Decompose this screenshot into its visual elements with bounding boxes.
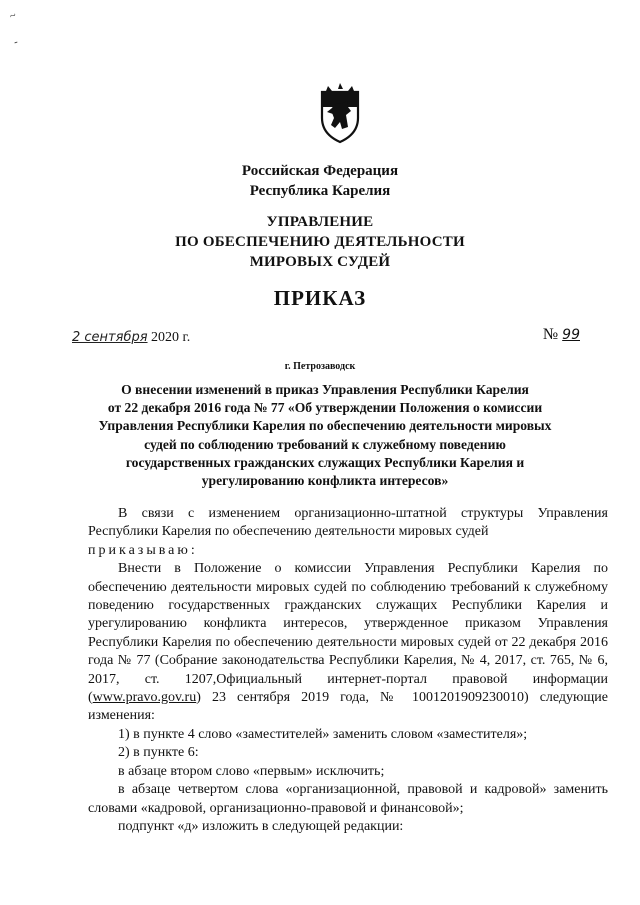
change-item-1: 1) в пункте 4 слово «заместителей» заменить словом «заместителя»; <box>118 726 528 742</box>
date-year: 2020 г. <box>151 330 191 345</box>
order-word: приказываю: <box>88 542 198 558</box>
title-line: О внесении изменений в приказ Управления Республики Карелия <box>121 382 529 397</box>
preamble-paragraph: В связи с изменением организационно-штатной структуры Управления Республики Карелия по обеспечению деятельности мировых судей <box>88 506 608 540</box>
republic-name: Республика Карелия <box>249 183 391 199</box>
karelia-coat-of-arms-icon <box>317 82 363 144</box>
handwritten-number: 99 <box>562 327 580 343</box>
title-line: урегулированию конфликта интересов» <box>201 473 449 489</box>
title-line: Управления Республики Карелия по обеспечению деятельности мировых <box>98 418 552 434</box>
change-item-2c: подпункт «д» изложить в следующей редакции: <box>118 818 404 834</box>
change-item-2a: в абзаце втором слово «первым» исключить; <box>118 763 385 779</box>
agency-line-2: ПО ОБЕСПЕЧЕНИЮ ДЕЯТЕЛЬНОСТИ <box>175 234 465 250</box>
change-item-2b: в абзаце четвертом слова «организационной, правовой и кадровой» заменить словами «кадровой, организационно-правовой и финансовой»; <box>88 782 608 816</box>
amendment-text-end: ) 23 сентября 2019 года, № 1001201909230010) следующие изменения: <box>88 690 608 724</box>
header-country-block <box>0 161 640 201</box>
order-title <box>80 381 570 490</box>
city-name: г. Петрозаводск <box>284 361 356 372</box>
scan-artifact: ~ <box>8 9 18 23</box>
scan-artifact: - <box>12 35 20 49</box>
order-body <box>88 505 608 836</box>
amendment-text: Внести в Положение о комиссии Управления Республики Карелия по обеспечению деятельности мировых судей по соблюдению требований к служебному поведению государственных гражданских служащих Республики Карелия и урегулированию конфликта интересов, утвержденное приказом Управления Республики Карелия по обеспечению деятельности мировых судей от 22 декабря 2016 года № 77 (Собрание законодательства Республики Карелия, № 4, 2017, ст. 765, № 6, 2017, ст. 1207,Официальный интернет-портал правовой информации ( <box>88 561 608 706</box>
agency-line-1: УПРАВЛЕНИЕ <box>266 214 374 230</box>
agency-line-3: МИРОВЫХ СУДЕЙ <box>249 254 391 270</box>
title-line: от 22 декабря 2016 года № 77 «Об утверждении Положения о комиссии <box>107 400 543 416</box>
document-number <box>543 326 580 344</box>
number-label: № <box>542 326 559 343</box>
document-type-title: ПРИКАЗ <box>273 286 367 310</box>
agency-name-block <box>0 212 640 272</box>
pravo-gov-link[interactable]: www.pravo.gov.ru <box>92 690 197 706</box>
handwritten-date: 2 сентября <box>72 330 148 345</box>
country-name: Российская Федерация <box>241 163 399 179</box>
title-line: государственных гражданских служащих Республики Карелия и <box>125 454 525 470</box>
amendment-paragraph <box>88 560 608 726</box>
change-item-2: 2) в пункте 6: <box>118 745 199 761</box>
document-date <box>72 330 190 346</box>
title-line: судей по соблюдению требований к служебному поведению <box>144 436 506 452</box>
